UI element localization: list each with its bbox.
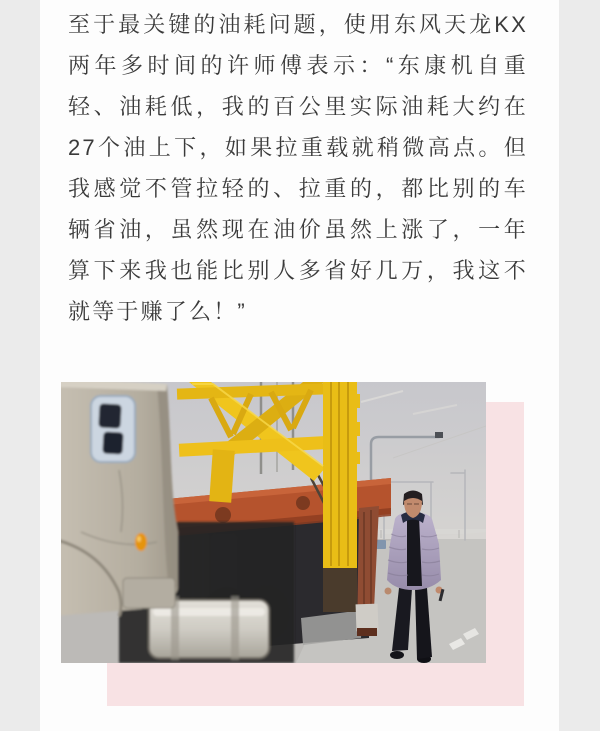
article-paragraph <box>68 4 528 332</box>
paragraph-line: 我感觉不管拉轻的、拉重的，都比别的车 <box>68 176 528 201</box>
article-photo[interactable] <box>61 382 486 663</box>
paragraph-line: 轻、油耗低，我的百公里实际油耗大约在 <box>68 94 528 119</box>
paragraph-line: 辆省油，虽然现在油价虽然上涨了，一年 <box>68 217 528 242</box>
paragraph-line: 至于最关键的油耗问题，使用东风天龙KX <box>68 12 528 37</box>
cctv-camera-icon <box>435 432 443 438</box>
amber-marker-light <box>135 533 147 551</box>
photo-scene <box>61 382 486 663</box>
content-card <box>40 0 559 731</box>
paragraph-line: 就等于赚了么！” <box>68 299 247 324</box>
paragraph-line: 算下来我也能比别人多省好几万，我这不 <box>68 258 528 283</box>
paragraph-line: 两年多时间的许师傅表示：“东康机自重 <box>68 53 528 78</box>
trailer-side-rail <box>356 506 379 636</box>
paragraph-line: 27个油上下，如果拉重载就稍微高点。但 <box>68 135 528 160</box>
